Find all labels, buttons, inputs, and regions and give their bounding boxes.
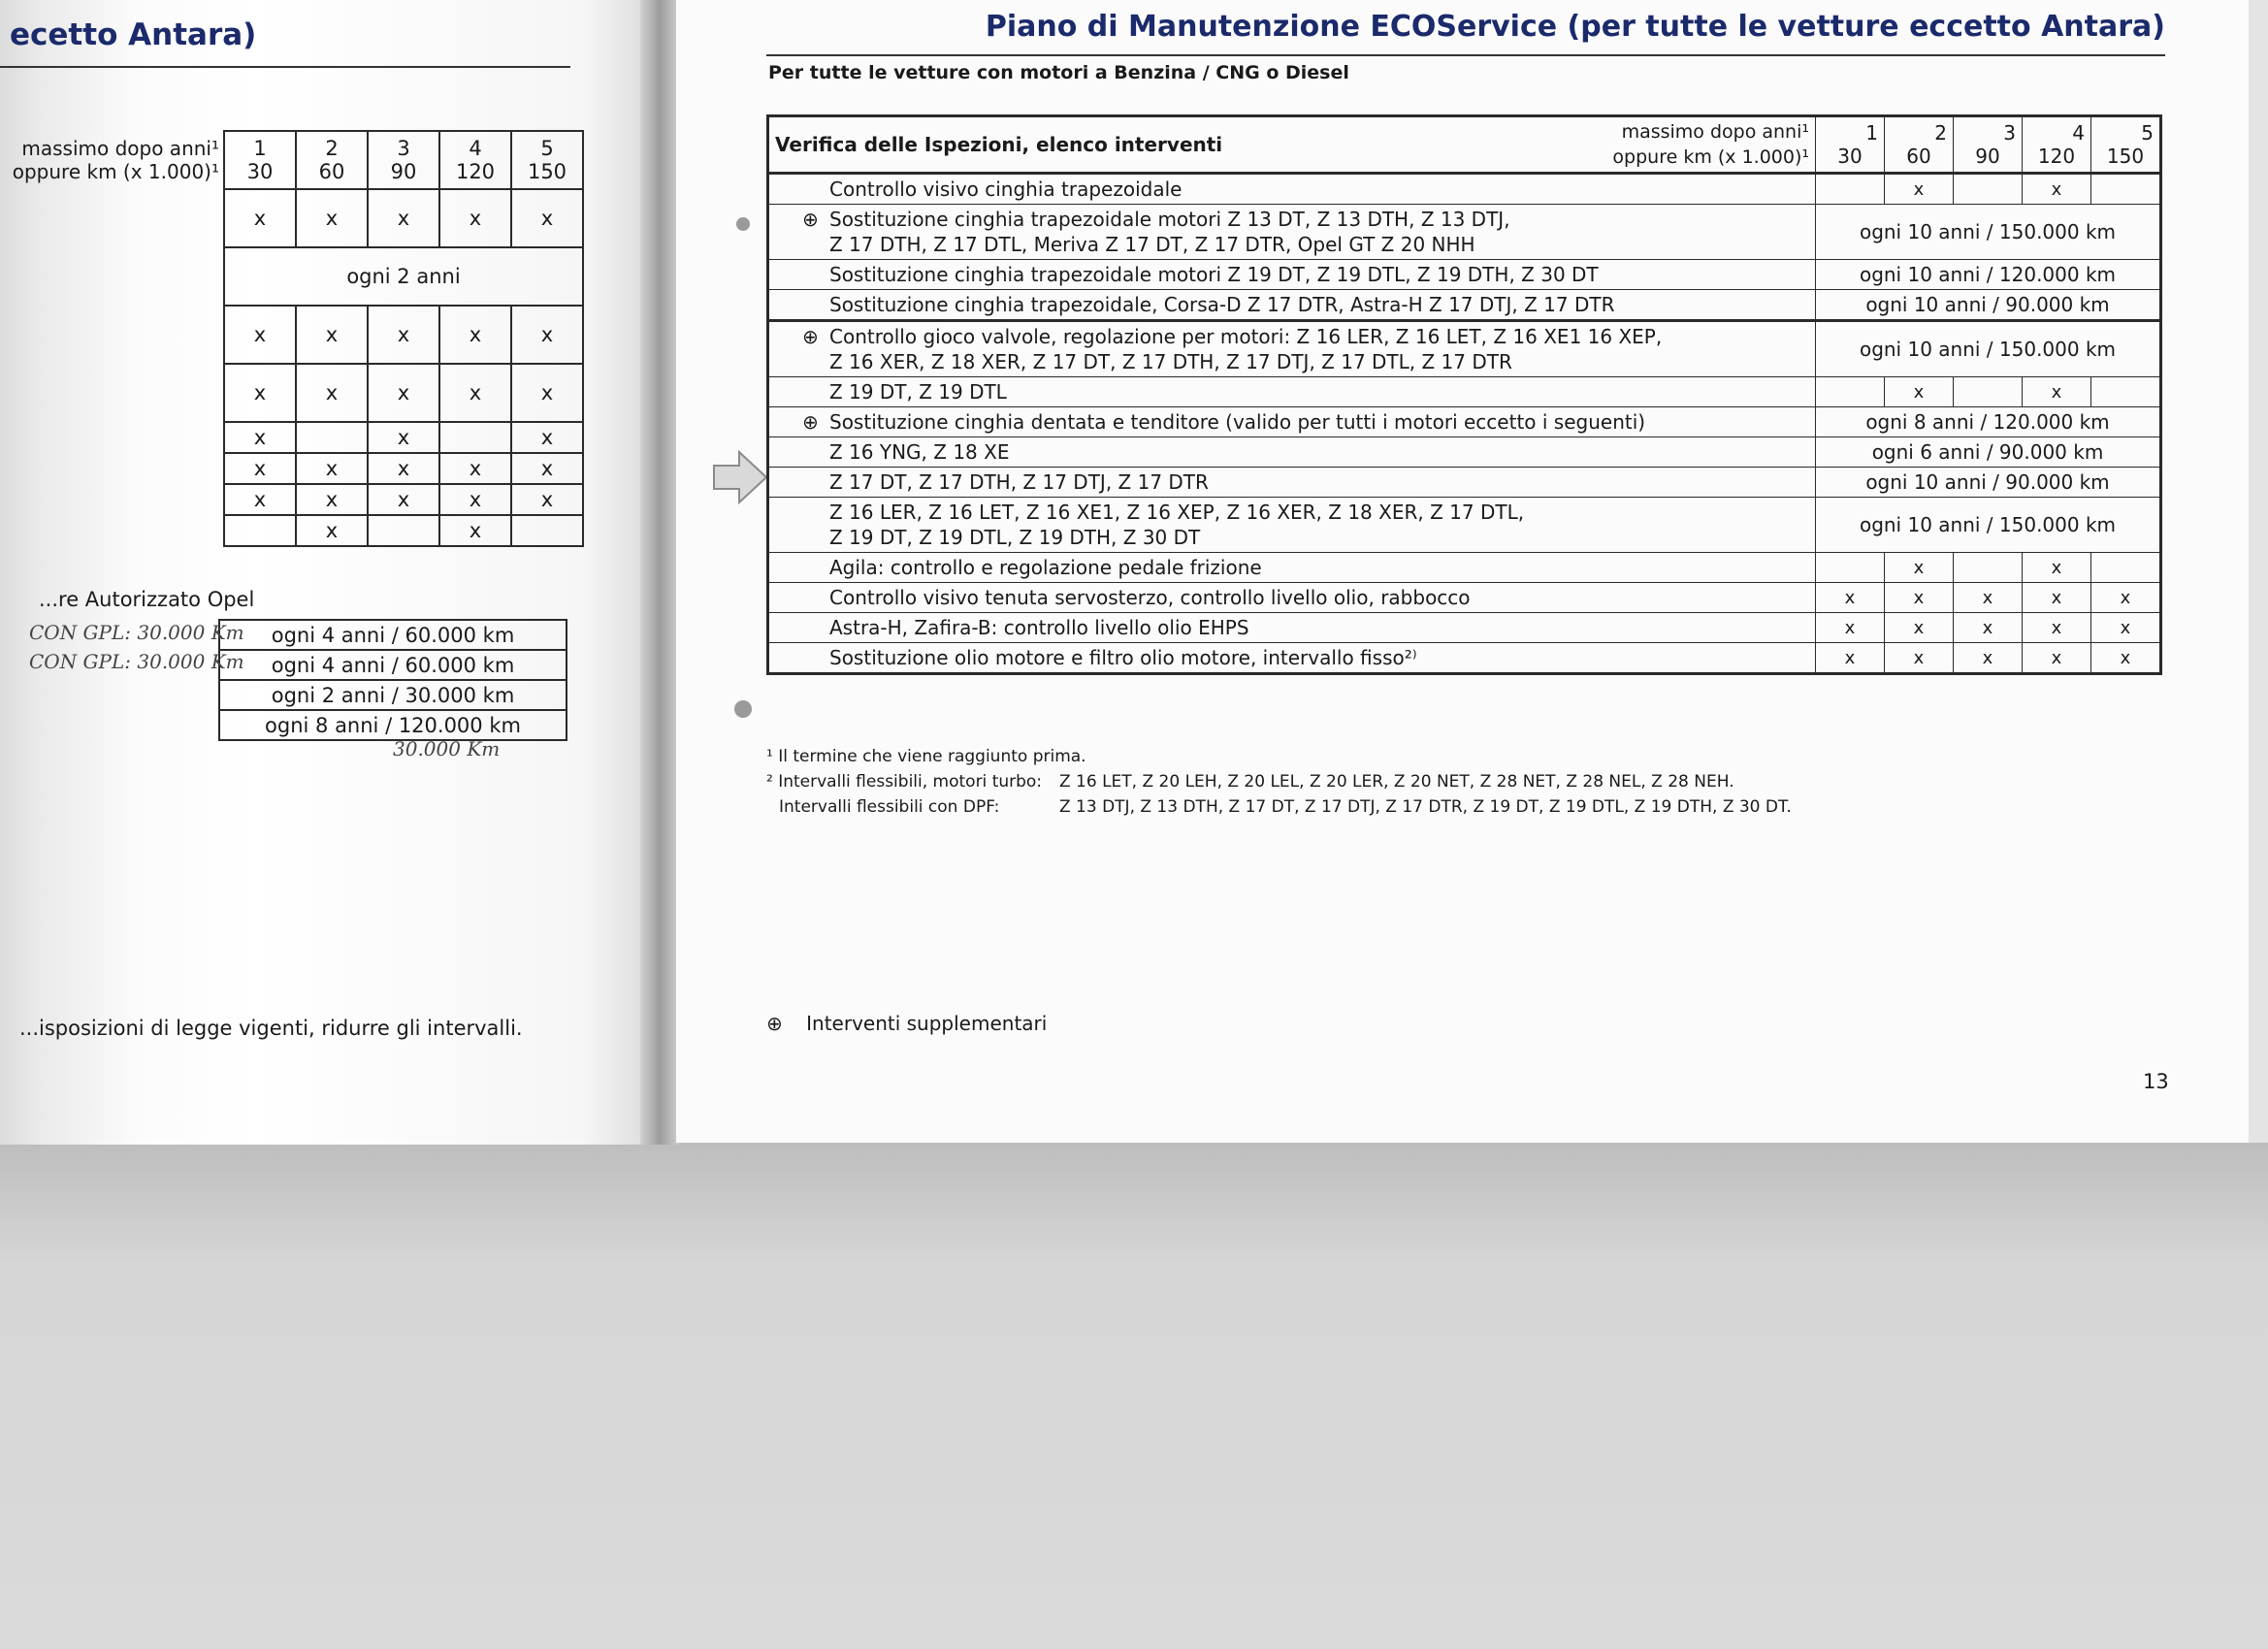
left-interval-table <box>218 619 567 741</box>
table-row: Astra-H, Zafira-B: controllo livello olio EHPS x x x x x <box>768 613 2161 643</box>
handwritten-note-1: CON GPL: 30.000 Km <box>29 621 244 644</box>
legend-label: Interventi supplementari <box>806 1012 1048 1035</box>
table-row: Z 17 DT, Z 17 DTH, Z 17 DTJ, Z 17 DTR ogni 10 anni / 90.000 km <box>768 468 2161 498</box>
page-edge <box>2249 0 2268 1143</box>
left-schedule-table <box>0 130 584 547</box>
footnote-1: ¹ Il termine che viene raggiunto prima. <box>766 747 1086 766</box>
binding-hole-icon <box>736 217 750 231</box>
left-col-2: 2 60 <box>296 131 368 189</box>
header-years-label: massimo dopo anni¹ <box>1621 121 1809 143</box>
left-row-3: x x x x x <box>0 306 583 364</box>
binding-hole-icon <box>734 700 752 718</box>
left-row-2: ogni 2 anni <box>0 247 583 306</box>
left-row-6: x x x x x <box>0 453 583 484</box>
left-interval-2: ogni 4 anni / 60.000 km <box>219 650 567 680</box>
left-col-5: 5 150 <box>511 131 583 189</box>
col-header-3: 3 90 <box>1954 116 2023 174</box>
left-header-years-label: massimo dopo anni¹ <box>21 137 219 160</box>
right-page <box>676 0 2261 1143</box>
scanner-background <box>0 1140 2268 1649</box>
table-row: Sostituzione cinghia trapezoidale motori Z 19 DT, Z 19 DTL, Z 19 DTH, Z 30 DT ogni 10 anni / 120.000 km <box>768 260 2161 290</box>
table-header-row <box>768 116 2161 174</box>
left-page <box>0 0 663 1145</box>
table-row: ⊕ Sostituzione cinghia dentata e tenditore (valido per tutti i motori eccetto i seguenti) ogni 8 anni / 120.000 km <box>768 407 2161 437</box>
col-header-1: 1 30 <box>1816 116 1885 174</box>
plus-circle-icon: ⊕ <box>766 1012 783 1035</box>
page-subtitle: Per tutte le vetture con motori a Benzina / CNG o Diesel <box>768 62 1349 83</box>
table-header-desc <box>768 116 1816 174</box>
left-bottom-note: ...isposizioni di legge vigenti, ridurre gli intervalli. <box>19 1017 523 1040</box>
table-row: Z 16 LER, Z 16 LET, Z 16 XE1, Z 16 XEP, Z 16 XER, Z 18 XER, Z 17 DTL, Z 19 DT, Z 19 DTL, Z 19 DTH, Z 30 DT ogni 10 anni / 150.000 km <box>768 498 2161 553</box>
page-number: 13 <box>2143 1070 2169 1093</box>
left-row-4: x x x x x <box>0 364 583 422</box>
col-header-5: 5 150 <box>2091 116 2161 174</box>
table-row: Sostituzione cinghia trapezoidale, Corsa-D Z 17 DTR, Astra-H Z 17 DTJ, Z 17 DTR ogni 10 anni / 90.000 km <box>768 290 2161 321</box>
table-row: Z 19 DT, Z 19 DTL x x <box>768 377 2161 407</box>
col-header-2: 2 60 <box>1885 116 1954 174</box>
left-page-title: ecetto Antara) <box>10 17 257 52</box>
left-col-1: 1 30 <box>224 131 296 189</box>
left-row-8: x x <box>0 515 583 546</box>
maintenance-table <box>766 114 2162 675</box>
table-row: Controllo visivo tenuta servosterzo, controllo livello olio, rabbocco x x x x x <box>768 583 2161 613</box>
left-interval-4: ogni 8 anni / 120.000 km <box>219 710 567 740</box>
plus-circle-icon: ⊕ <box>802 208 819 231</box>
left-header-km-label: oppure km (x 1.000)¹ <box>12 160 219 183</box>
left-title-rule <box>0 66 570 68</box>
header-km-label: oppure km (x 1.000)¹ <box>1612 146 1809 168</box>
left-col-4: 4 120 <box>439 131 511 189</box>
plus-circle-icon: ⊕ <box>802 325 819 348</box>
footnote-3-value: Z 13 DTJ, Z 13 DTH, Z 17 DT, Z 17 DTJ, Z 17 DTR, Z 19 DT, Z 19 DTL, Z 19 DTH, Z 30 DT. <box>1059 797 1792 817</box>
left-row-5: x x x <box>0 422 583 453</box>
arrow-marker-icon <box>712 448 770 506</box>
table-row: Controllo visivo cinghia trapezoidale x x <box>768 174 2161 205</box>
left-col-3: 3 90 <box>368 131 439 189</box>
page-title: Piano di Manutenzione ECOService (per tutte le vetture eccetto Antara) <box>985 10 2165 44</box>
table-row: ⊕ Controllo gioco valvole, regolazione per motori: Z 16 LER, Z 16 LET, Z 16 XE1 16 XEP, Z 16 XER, Z 18 XER, Z 17 DT, Z 17 DTH, Z 17 DTJ, Z 17 DTL, Z 17 DTR ogni 10 anni / 150.000 km <box>768 321 2161 377</box>
legend <box>766 1012 1047 1035</box>
left-authorized-label: ...re Autorizzato Opel <box>39 588 255 611</box>
left-header-label <box>0 131 224 189</box>
footnote-3-label: Intervalli flessibili con DPF: <box>779 797 1000 817</box>
left-interval-3: ogni 2 anni / 30.000 km <box>219 680 567 710</box>
left-row-7: x x x x x <box>0 484 583 515</box>
table-row: ⊕ Sostituzione cinghia trapezoidale motori Z 13 DT, Z 13 DTH, Z 13 DTJ, Z 17 DTH, Z 17 DTL, Meriva Z 17 DT, Z 17 DTR, Opel GT Z 20 NHH ogni 10 anni / 150.000 km <box>768 205 2161 260</box>
table-row: Agila: controllo e regolazione pedale frizione x x <box>768 553 2161 583</box>
footnote-2-label: ² Intervalli flessibili, motori turbo: <box>766 772 1043 792</box>
footnote-2-value: Z 16 LET, Z 20 LEH, Z 20 LEL, Z 20 LER, Z 20 NET, Z 28 NET, Z 28 NEL, Z 28 NEH. <box>1059 772 1734 792</box>
col-header-4: 4 120 <box>2023 116 2091 174</box>
table-row: Sostituzione olio motore e filtro olio motore, intervallo fisso²⁾ x x x x x <box>768 643 2161 674</box>
handwritten-note-3: 30.000 Km <box>393 737 501 760</box>
plus-circle-icon: ⊕ <box>802 410 819 434</box>
book-gutter <box>640 0 679 1145</box>
title-rule <box>766 54 2165 56</box>
left-interval-1: ogni 4 anni / 60.000 km <box>219 620 567 650</box>
handwritten-note-2: CON GPL: 30.000 Km <box>29 650 244 673</box>
table-header-label: Verifica delle Ispezioni, elenco interventi <box>775 133 1223 156</box>
table-row: Z 16 YNG, Z 18 XE ogni 6 anni / 90.000 km <box>768 437 2161 468</box>
left-row-1: x x x x x <box>0 189 583 247</box>
